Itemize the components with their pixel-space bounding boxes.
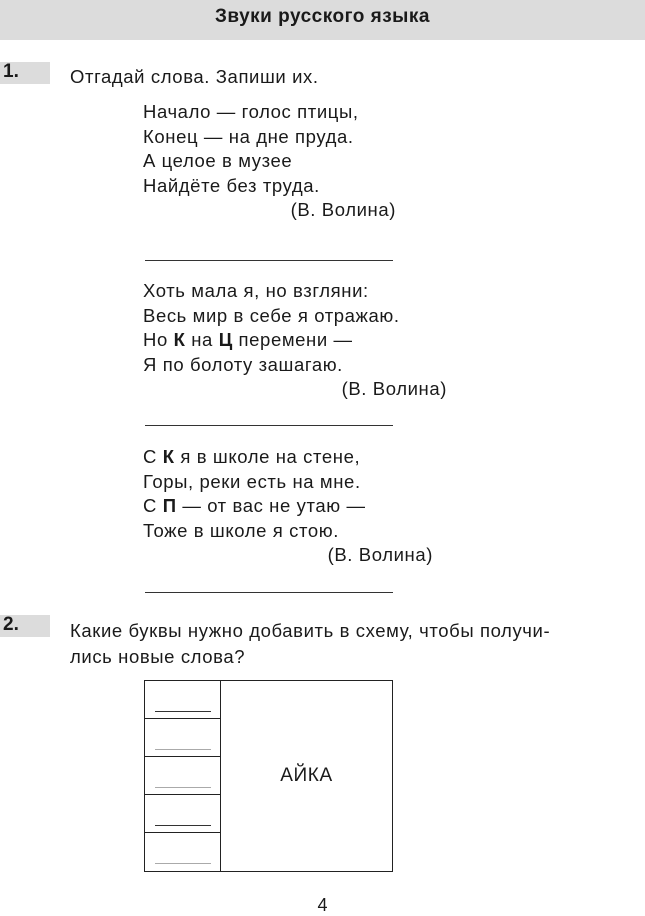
riddle-3-line: Горы, реки есть на мне. (143, 470, 361, 492)
letter-slot[interactable] (145, 681, 220, 719)
task-2-prompt-line: Какие буквы нужно добавить в схему, чтобы получи- (70, 620, 551, 641)
riddle-1-line: Конец — на дне пруда. (143, 125, 354, 147)
letter-slot-column (145, 681, 221, 871)
riddle-3-line: Тоже в школе я стою. (143, 519, 339, 541)
riddle-1 (143, 100, 396, 223)
answer-line-3[interactable] (145, 592, 393, 593)
riddle-2 (143, 279, 447, 402)
letter-slot[interactable] (145, 833, 220, 871)
slot-write-line (155, 711, 211, 712)
riddle-2-line: Хоть мала я, но взгляни: (143, 280, 369, 301)
page-number: 4 (317, 895, 328, 915)
task-1-prompt: Отгадай слова. Запиши их. (70, 66, 319, 87)
riddle-3-line: С П — от вас не утаю — (143, 495, 366, 517)
word-scheme-table (144, 680, 393, 872)
riddle-2-line: Я по болоту зашагаю. (143, 353, 343, 375)
riddle-1-line: А целое в музее (143, 150, 293, 172)
riddle-2-line: Но К на Ц перемени — (143, 329, 353, 351)
answer-line-2[interactable] (145, 425, 393, 426)
scheme-word-cell (221, 681, 392, 871)
answer-line-1[interactable] (145, 260, 393, 261)
riddle-1-line: Начало — голос птицы, (143, 101, 359, 122)
chapter-title: Звуки русского языка (215, 6, 430, 27)
riddle-3-line: С К я в школе на стене, (143, 446, 361, 467)
slot-write-line (155, 787, 211, 788)
slot-write-line (155, 825, 211, 826)
riddle-1-line: Найдёте без труда. (143, 174, 320, 196)
scheme-word: АЙКА (280, 765, 333, 786)
letter-slot[interactable] (145, 719, 220, 757)
letter-slot[interactable] (145, 757, 220, 795)
task-2-number: 2. (0, 615, 50, 637)
task-2-prompt-line: лись новые слова? (70, 646, 246, 667)
riddle-2-line: Весь мир в себе я отражаю. (143, 304, 400, 326)
task-2-prompt (70, 618, 550, 670)
riddle-3 (143, 445, 433, 568)
riddle-1-author: (В. Волина) (290, 199, 396, 221)
riddle-2-author: (В. Волина) (341, 378, 447, 400)
slot-write-line (155, 749, 211, 750)
slot-write-line (155, 863, 211, 864)
letter-slot[interactable] (145, 795, 220, 833)
riddle-3-author: (В. Волина) (327, 544, 433, 566)
task-1-number: 1. (0, 62, 50, 84)
